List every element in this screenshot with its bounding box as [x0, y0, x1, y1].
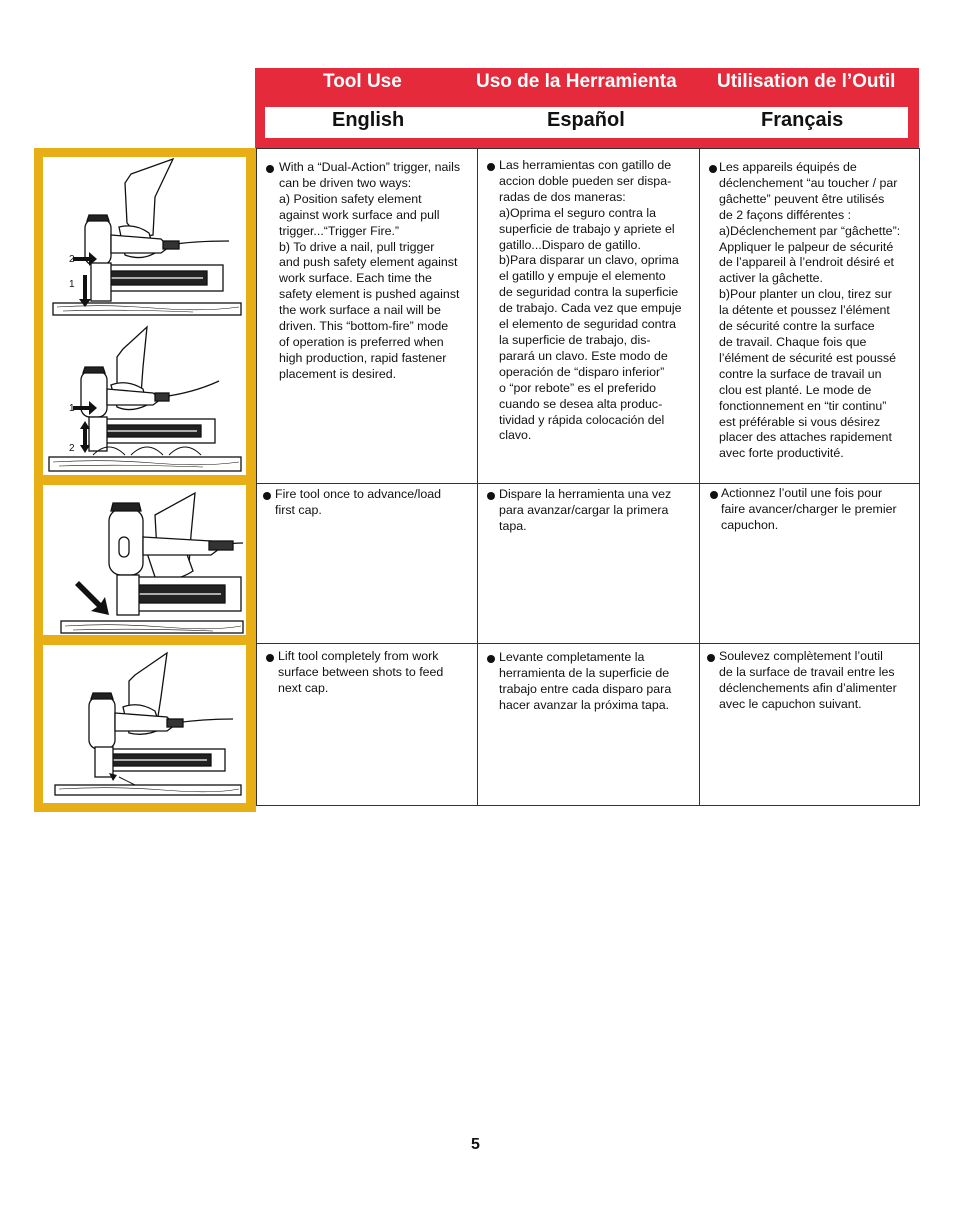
marker-2-lower: 2	[69, 443, 75, 454]
row3-spanish-cell	[477, 643, 700, 806]
row3-french-cell	[699, 643, 920, 806]
row1-english-text: With a “Dual-Action” trigger, nails can be driven two ways: a) Position safety element against work surface and pull trigger...“Trigger Fire.” b) To drive a nail, pull trigger and push safety element against work surface. Each time the safety element is pushed against the work surface a nail will be driven. This “bottom-fire” mode of operation is preferred when high production, rapid fastener placement is desired.	[279, 160, 461, 381]
row2-english-cell	[256, 483, 478, 644]
marker-2-upper: 2	[69, 254, 75, 265]
illustration-column	[34, 148, 256, 812]
title-spanish: Uso de la Herramienta	[476, 71, 677, 92]
bullet-icon	[266, 165, 274, 173]
row1-french-cell	[699, 148, 920, 484]
page-number: 5	[471, 1136, 480, 1153]
nailer-illustration-2	[43, 485, 246, 635]
nailer-illustration-3	[43, 645, 246, 803]
row2-french-text: Actionnez l’outil une fois pour faire avancer/charger le premier capuchon.	[721, 486, 897, 532]
bullet-icon	[266, 654, 274, 662]
row2-spanish-cell	[477, 483, 700, 644]
illustration-lift-tool	[43, 645, 246, 803]
row3-english-text: Lift tool completely from work surface between shots to feed next cap.	[278, 649, 444, 695]
nailer-illustration-1	[43, 157, 246, 475]
marker-1-lower: 1	[69, 403, 75, 414]
bullet-icon	[710, 491, 718, 499]
language-english: English	[332, 109, 405, 131]
bullet-icon	[487, 492, 495, 500]
row2-spanish-text: Dispare la herramienta una vez para avanzar/cargar la primera tapa.	[499, 487, 672, 533]
title-french: Utilisation de l’Outil	[717, 71, 896, 92]
row1-french-text: Les appareils équipés de déclenchement “au toucher / par gâchette” peuvent être utilisés de 2 façons différentes : a)Déclenchement par “gâchette”: Appliquer le palpeur de sécurité de l’appareil à l’endroit désiré et activer la gâchette. b)Pour planter un clou, tirez sur la détente et poussez l’élément de sécurité contre la surface de travail. Chaque fois que l’élément de sécurité est poussé contre la surface de travail un clou est planté. Le mode de fonctionnement en “tir continu” est préférable si vous désirez placer des attaches rapidement avec forte productivité.	[719, 160, 901, 461]
bullet-icon	[707, 654, 715, 662]
language-spanish: Español	[547, 109, 625, 131]
row1-spanish-text: Las herramientas con gatillo de accion doble pueden ser dispa- radas de dos maneras: a)Oprima el seguro contra la superficie de trabajo y apriete el gatillo...Disparo de gatillo. b)Para disparar un clavo, oprima el gatillo y empuje el elemento de seguridad contra la superficie de trabajo. Cada vez que empuje el elemento de seguridad contra la superficie de trabajo, dis- parará un clavo. Este modo de operación de “disparo inferior” o “por rebote” es el preferido cuando se desea alta produc- tividad y rápida colocación del clavo.	[499, 158, 682, 443]
row3-english-cell	[256, 643, 478, 806]
row1-spanish-cell	[477, 148, 700, 484]
row3-french-text: Soulevez complètement l’outil de la surface de travail entre les déclenchements afin d’alimenter avec le capuchon suivant.	[719, 649, 897, 711]
language-french: Français	[761, 109, 844, 131]
marker-1-upper: 1	[69, 279, 75, 290]
bullet-icon	[709, 165, 717, 173]
bullet-icon	[487, 163, 495, 171]
bullet-icon	[487, 655, 495, 663]
row2-english-text: Fire tool once to advance/load first cap.	[275, 487, 442, 517]
tool-use-header	[255, 68, 919, 148]
title-english: Tool Use	[323, 71, 402, 92]
row1-english-cell	[256, 148, 478, 484]
illustration-advance-first-cap	[43, 485, 246, 635]
bullet-icon	[263, 492, 271, 500]
row2-french-cell	[699, 483, 920, 644]
illustration-dual-action	[43, 157, 246, 475]
row3-spanish-text: Levante completamente la herramienta de la superficie de trabajo entre cada disparo para hacer avanzar la próxima tapa.	[499, 650, 672, 712]
language-bar	[265, 107, 908, 138]
